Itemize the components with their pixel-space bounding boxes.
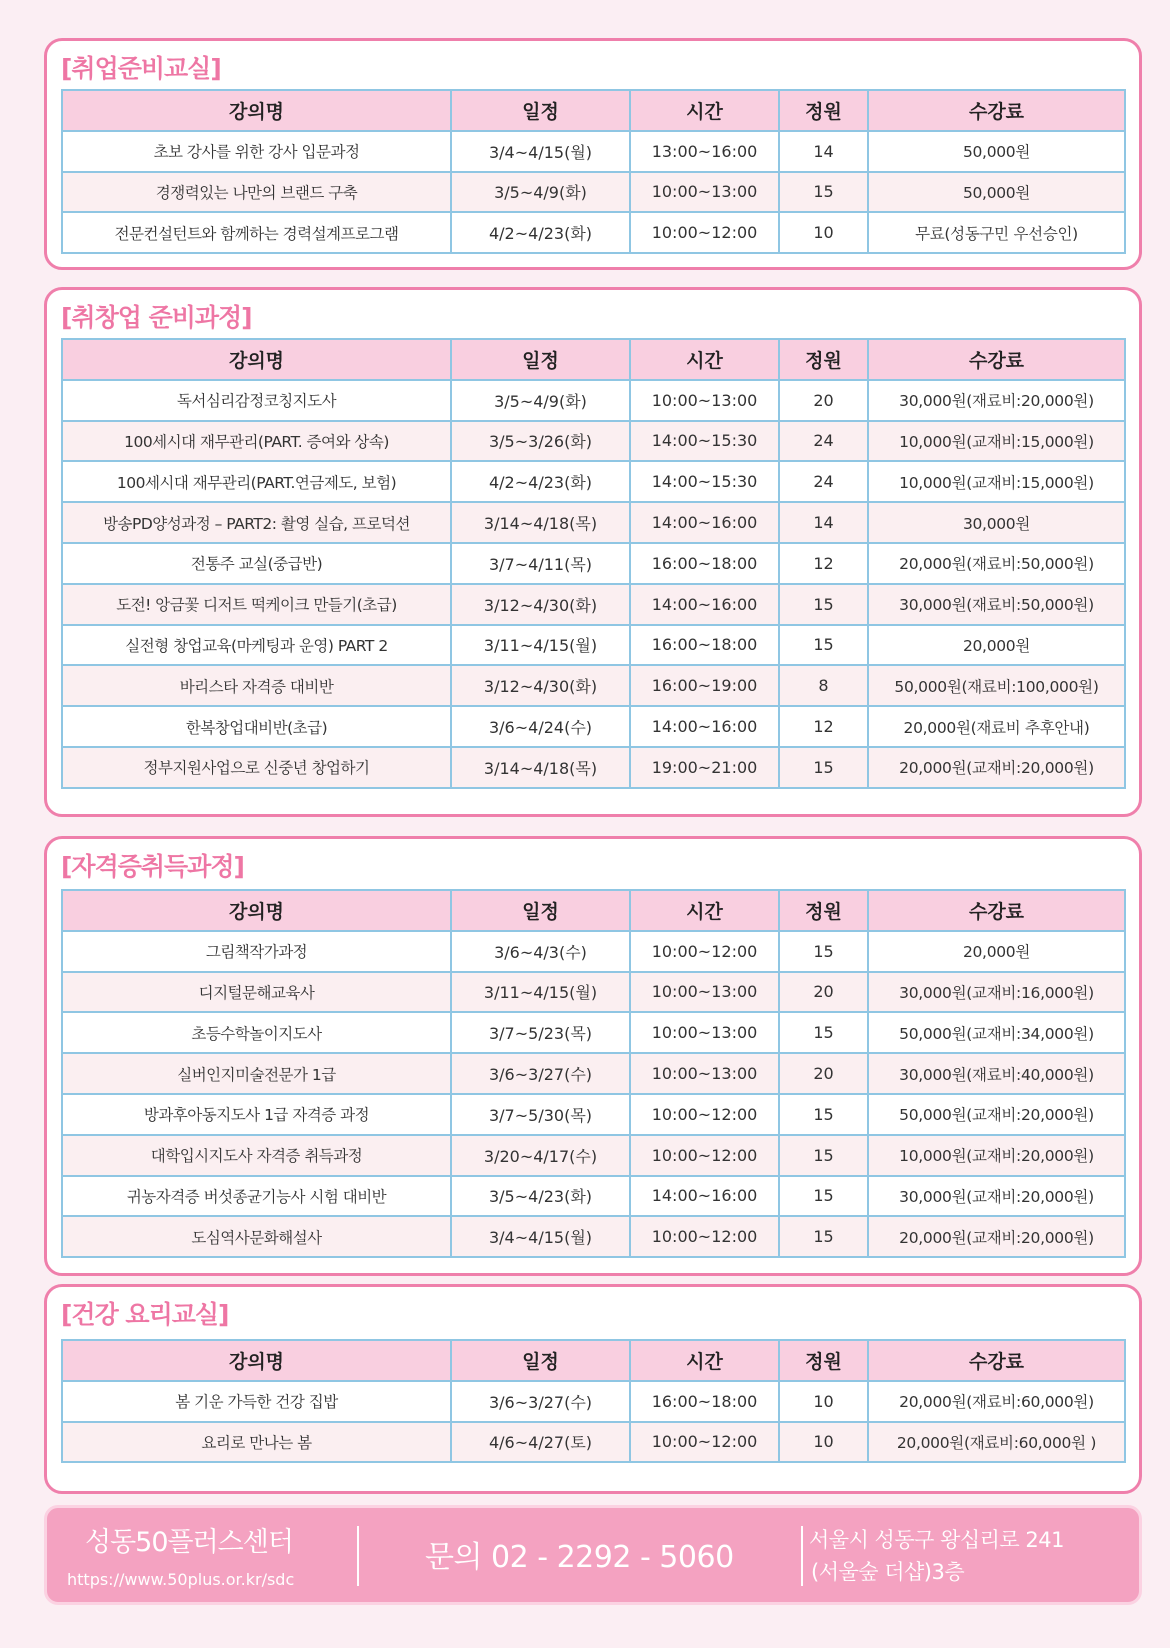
table-row	[62, 625, 1125, 666]
column-header-fee: 수강료	[868, 1340, 1125, 1381]
column-header-schedule: 일정	[451, 90, 630, 131]
course-time: 10:00~12:00	[630, 931, 779, 972]
table-row	[62, 1216, 1125, 1257]
course-capacity: 8	[779, 665, 868, 706]
course-schedule: 3/7~4/11(목)	[451, 543, 630, 584]
course-schedule: 3/14~4/18(목)	[451, 502, 630, 543]
course-time: 10:00~12:00	[630, 1422, 779, 1463]
course-schedule: 3/4~4/15(월)	[451, 131, 630, 172]
course-schedule: 3/5~4/9(화)	[451, 380, 630, 421]
course-capacity: 10	[779, 212, 868, 253]
course-name: 도심역사문화해설사	[62, 1216, 451, 1257]
contact-phone: 문의 02 - 2292 - 5060	[425, 1540, 734, 1575]
course-name: 도전! 앙금꽃 디저트 떡케이크 만들기(초급)	[62, 584, 451, 625]
section-healthy-cooking	[44, 1284, 1142, 1494]
table-row	[62, 1012, 1125, 1053]
course-fee: 10,000원(교재비:15,000원)	[868, 461, 1125, 502]
course-capacity: 15	[779, 625, 868, 666]
course-capacity: 10	[779, 1381, 868, 1422]
course-name: 한복창업대비반(초급)	[62, 706, 451, 747]
footer-divider	[801, 1526, 803, 1586]
course-fee: 50,000원(재료비:100,000원)	[868, 665, 1125, 706]
course-fee: 30,000원(교재비:16,000원)	[868, 972, 1125, 1013]
column-header-time: 시간	[630, 339, 779, 380]
table-row	[62, 212, 1125, 253]
course-time: 16:00~19:00	[630, 665, 779, 706]
course-fee: 30,000원(재료비:40,000원)	[868, 1053, 1125, 1094]
course-time: 16:00~18:00	[630, 1381, 779, 1422]
course-name: 초보 강사를 위한 강사 입문과정	[62, 131, 451, 172]
course-name: 그림책작가과정	[62, 931, 451, 972]
course-fee: 20,000원(재료비 추후안내)	[868, 706, 1125, 747]
course-capacity: 15	[779, 1176, 868, 1217]
course-name: 100세시대 재무관리(PART. 증여와 상속)	[62, 421, 451, 462]
course-fee: 20,000원(재료비:60,000원)	[868, 1381, 1125, 1422]
course-schedule: 3/7~5/30(목)	[451, 1094, 630, 1135]
column-header-time: 시간	[630, 890, 779, 931]
course-fee: 50,000원(교재비:34,000원)	[868, 1012, 1125, 1053]
course-time: 10:00~13:00	[630, 380, 779, 421]
course-capacity: 15	[779, 584, 868, 625]
table-header-row	[62, 90, 1125, 131]
course-schedule: 3/6~3/27(수)	[451, 1053, 630, 1094]
course-capacity: 10	[779, 1422, 868, 1463]
course-schedule: 3/20~4/17(수)	[451, 1135, 630, 1176]
course-capacity: 24	[779, 461, 868, 502]
course-schedule: 4/6~4/27(토)	[451, 1422, 630, 1463]
column-header-capacity: 정원	[779, 339, 868, 380]
course-schedule: 3/6~4/3(수)	[451, 931, 630, 972]
section-title: [자격증취득과정]	[61, 852, 244, 881]
course-schedule: 3/6~4/24(수)	[451, 706, 630, 747]
course-schedule: 3/11~4/15(월)	[451, 972, 630, 1013]
course-time: 19:00~21:00	[630, 747, 779, 788]
course-capacity: 15	[779, 1216, 868, 1257]
table-row	[62, 1422, 1125, 1463]
course-name: 독서심리감정코칭지도사	[62, 380, 451, 421]
center-address	[809, 1524, 1064, 1588]
course-fee: 50,000원(교재비:20,000원)	[868, 1094, 1125, 1135]
table-row	[62, 461, 1125, 502]
section-title: [건강 요리교실]	[61, 1300, 229, 1329]
course-schedule: 3/5~4/23(화)	[451, 1176, 630, 1217]
table-header-row	[62, 890, 1125, 931]
column-header-name: 강의명	[62, 890, 451, 931]
table-row	[62, 584, 1125, 625]
course-time: 10:00~13:00	[630, 972, 779, 1013]
course-table	[61, 338, 1126, 789]
course-fee: 10,000원(교재비:20,000원)	[868, 1135, 1125, 1176]
section-certificate	[44, 836, 1142, 1276]
course-name: 귀농자격증 버섯종균기능사 시험 대비반	[62, 1176, 451, 1217]
course-table	[61, 889, 1126, 1258]
course-time: 14:00~16:00	[630, 706, 779, 747]
course-schedule: 3/7~5/23(목)	[451, 1012, 630, 1053]
course-time: 14:00~16:00	[630, 502, 779, 543]
course-name: 실전형 창업교육(마케팅과 운영) PART 2	[62, 625, 451, 666]
center-name: 성동50플러스센터	[85, 1527, 293, 1558]
course-fee: 50,000원	[868, 131, 1125, 172]
course-capacity: 15	[779, 931, 868, 972]
course-time: 10:00~13:00	[630, 1012, 779, 1053]
course-capacity: 14	[779, 131, 868, 172]
column-header-time: 시간	[630, 90, 779, 131]
table-row	[62, 131, 1125, 172]
course-capacity: 12	[779, 543, 868, 584]
table-row	[62, 1053, 1125, 1094]
course-schedule: 3/11~4/15(월)	[451, 625, 630, 666]
course-name: 경쟁력있는 나만의 브랜드 구축	[62, 172, 451, 213]
column-header-schedule: 일정	[451, 1340, 630, 1381]
course-schedule: 3/6~3/27(수)	[451, 1381, 630, 1422]
course-name: 방송PD양성과정 – PART2: 촬영 실습, 프로덕션	[62, 502, 451, 543]
table-header-row	[62, 339, 1125, 380]
column-header-capacity: 정원	[779, 1340, 868, 1381]
course-capacity: 15	[779, 747, 868, 788]
course-capacity: 14	[779, 502, 868, 543]
center-url[interactable]: https://www.50plus.or.kr/sdc	[67, 1570, 295, 1589]
course-fee: 20,000원	[868, 931, 1125, 972]
course-capacity: 20	[779, 380, 868, 421]
course-fee: 20,000원(재료비:60,000원 )	[868, 1422, 1125, 1463]
course-schedule: 3/4~4/15(월)	[451, 1216, 630, 1257]
course-fee: 50,000원	[868, 172, 1125, 213]
course-capacity: 15	[779, 1094, 868, 1135]
course-time: 10:00~12:00	[630, 1094, 779, 1135]
column-header-capacity: 정원	[779, 890, 868, 931]
footer	[44, 1505, 1142, 1605]
course-fee: 30,000원	[868, 502, 1125, 543]
course-fee: 20,000원(재료비:50,000원)	[868, 543, 1125, 584]
course-name: 봄 기운 가득한 건강 집밥	[62, 1381, 451, 1422]
course-name: 바리스타 자격증 대비반	[62, 665, 451, 706]
column-header-name: 강의명	[62, 339, 451, 380]
table-row	[62, 380, 1125, 421]
course-name: 방과후아동지도사 1급 자격증 과정	[62, 1094, 451, 1135]
course-schedule: 4/2~4/23(화)	[451, 212, 630, 253]
course-fee: 30,000원(교재비:20,000원)	[868, 1176, 1125, 1217]
course-time: 10:00~12:00	[630, 1216, 779, 1257]
course-fee: 30,000원(재료비:20,000원)	[868, 380, 1125, 421]
table-row	[62, 1381, 1125, 1422]
table-row	[62, 1094, 1125, 1135]
course-name: 요리로 만나는 봄	[62, 1422, 451, 1463]
course-fee: 20,000원	[868, 625, 1125, 666]
course-time: 14:00~15:30	[630, 421, 779, 462]
course-time: 14:00~15:30	[630, 461, 779, 502]
course-name: 정부지원사업으로 신중년 창업하기	[62, 747, 451, 788]
table-row	[62, 747, 1125, 788]
column-header-name: 강의명	[62, 1340, 451, 1381]
course-time: 16:00~18:00	[630, 543, 779, 584]
column-header-schedule: 일정	[451, 339, 630, 380]
column-header-schedule: 일정	[451, 890, 630, 931]
course-schedule: 4/2~4/23(화)	[451, 461, 630, 502]
course-fee: 30,000원(재료비:50,000원)	[868, 584, 1125, 625]
course-time: 10:00~12:00	[630, 1135, 779, 1176]
course-capacity: 24	[779, 421, 868, 462]
course-name: 전통주 교실(중급반)	[62, 543, 451, 584]
course-schedule: 3/12~4/30(화)	[451, 584, 630, 625]
course-schedule: 3/5~3/26(화)	[451, 421, 630, 462]
course-table	[61, 1339, 1126, 1463]
address-line: (서울숲 더샵)3층	[811, 1560, 965, 1584]
table-row	[62, 931, 1125, 972]
course-time: 13:00~16:00	[630, 131, 779, 172]
column-header-fee: 수강료	[868, 90, 1125, 131]
column-header-fee: 수강료	[868, 890, 1125, 931]
course-name: 초등수학놀이지도사	[62, 1012, 451, 1053]
table-row	[62, 1135, 1125, 1176]
course-time: 14:00~16:00	[630, 1176, 779, 1217]
course-table	[61, 89, 1126, 254]
table-header-row	[62, 1340, 1125, 1381]
course-name: 전문컨설턴트와 함께하는 경력설계프로그램	[62, 212, 451, 253]
column-header-time: 시간	[630, 1340, 779, 1381]
address-line: 서울시 성동구 왕십리로 241	[809, 1528, 1064, 1552]
course-capacity: 20	[779, 972, 868, 1013]
course-fee: 무료(성동구민 우선승인)	[868, 212, 1125, 253]
course-name: 실버인지미술전문가 1급	[62, 1053, 451, 1094]
course-time: 10:00~13:00	[630, 172, 779, 213]
table-row	[62, 1176, 1125, 1217]
column-header-capacity: 정원	[779, 90, 868, 131]
section-title: [취업준비교실]	[61, 54, 221, 83]
section-title: [취창업 준비과정]	[61, 303, 252, 332]
course-capacity: 15	[779, 1012, 868, 1053]
course-fee: 10,000원(교재비:15,000원)	[868, 421, 1125, 462]
course-name: 대학입시지도사 자격증 취득과정	[62, 1135, 451, 1176]
course-name: 디지털문해교육사	[62, 972, 451, 1013]
course-capacity: 15	[779, 1135, 868, 1176]
course-capacity: 20	[779, 1053, 868, 1094]
footer-divider	[357, 1526, 359, 1586]
course-schedule: 3/12~4/30(화)	[451, 665, 630, 706]
table-row	[62, 543, 1125, 584]
course-capacity: 12	[779, 706, 868, 747]
course-fee: 20,000원(교재비:20,000원)	[868, 747, 1125, 788]
table-row	[62, 172, 1125, 213]
table-row	[62, 421, 1125, 462]
course-time: 10:00~13:00	[630, 1053, 779, 1094]
course-capacity: 15	[779, 172, 868, 213]
course-schedule: 3/5~4/9(화)	[451, 172, 630, 213]
table-row	[62, 665, 1125, 706]
course-name: 100세시대 재무관리(PART.연금제도, 보험)	[62, 461, 451, 502]
table-row	[62, 706, 1125, 747]
column-header-fee: 수강료	[868, 339, 1125, 380]
course-time: 16:00~18:00	[630, 625, 779, 666]
course-fee: 20,000원(교재비:20,000원)	[868, 1216, 1125, 1257]
column-header-name: 강의명	[62, 90, 451, 131]
table-row	[62, 502, 1125, 543]
section-startup-prep	[44, 287, 1142, 817]
section-job-prep	[44, 38, 1142, 270]
course-time: 10:00~12:00	[630, 212, 779, 253]
course-schedule: 3/14~4/18(목)	[451, 747, 630, 788]
table-row	[62, 972, 1125, 1013]
course-time: 14:00~16:00	[630, 584, 779, 625]
